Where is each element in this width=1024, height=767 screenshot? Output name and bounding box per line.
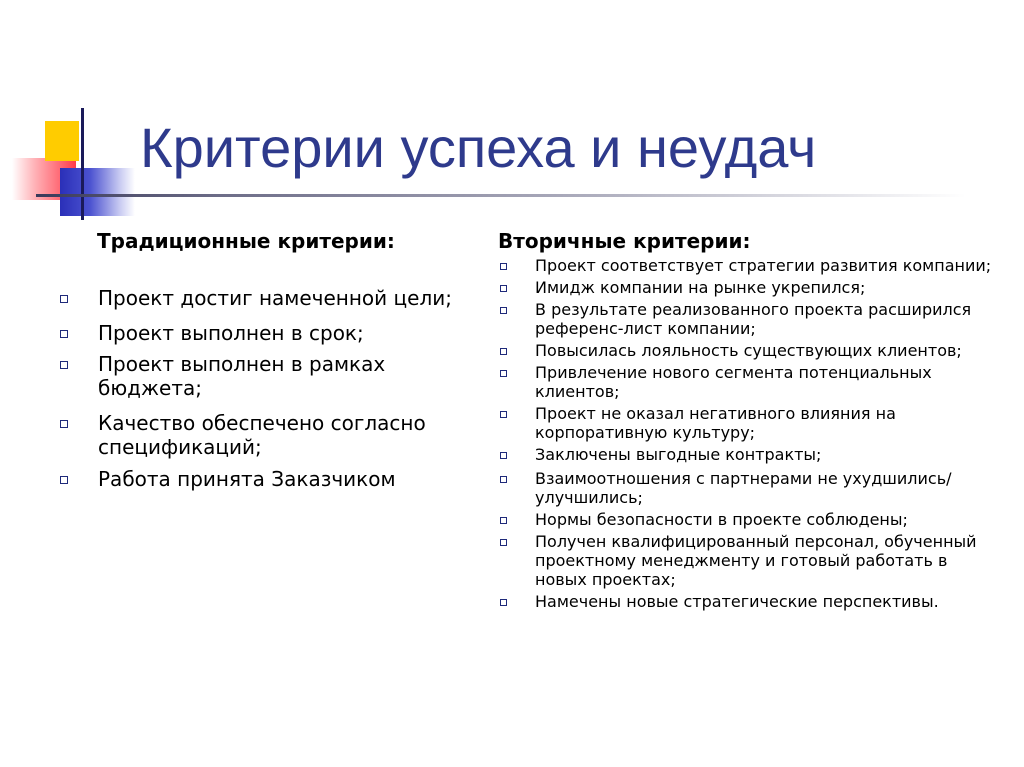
traditional-criteria-list — [60, 286, 480, 498]
list-item — [498, 510, 998, 529]
deco-yellow-square — [45, 121, 79, 161]
square-bullet-icon — [500, 517, 507, 524]
list-item-text: Нормы безопасности в проекте соблюдены; — [535, 510, 908, 529]
list-item-text: Проект соответствует стратегии развития компании; — [535, 256, 992, 275]
square-bullet-icon — [500, 370, 507, 377]
square-bullet-icon — [500, 599, 507, 606]
list-item-text: Проект достиг намеченной цели; — [98, 286, 452, 310]
list-item — [498, 532, 998, 589]
list-item — [60, 321, 480, 345]
list-item-text: Имидж компании на рынке укрепился; — [535, 278, 866, 297]
square-bullet-icon — [60, 361, 68, 369]
deco-blue-square — [60, 168, 135, 216]
list-item — [498, 256, 998, 275]
list-item — [60, 352, 480, 400]
list-item — [498, 404, 998, 442]
square-bullet-icon — [500, 285, 507, 292]
square-bullet-icon — [60, 420, 68, 428]
list-item-text: Получен квалифицированный персонал, обученный проектному менеджменту и готовый работать в новых проектах; — [535, 532, 977, 589]
list-item-text: Заключены выгодные контракты; — [535, 445, 822, 464]
list-item — [498, 592, 998, 611]
list-item-text: Работа принята Заказчиком — [98, 467, 396, 491]
traditional-criteria-heading: Традиционные критерии: — [97, 229, 395, 253]
list-item — [60, 467, 480, 491]
secondary-criteria-heading: Вторичные критерии: — [498, 229, 751, 253]
slide-title: Критерии успеха и неудач — [140, 116, 817, 179]
list-item-text: Проект выполнен в срок; — [98, 321, 364, 345]
square-bullet-icon — [500, 263, 507, 270]
list-item-text: Качество обеспечено согласно спецификаций; — [98, 411, 426, 459]
list-item — [498, 363, 998, 401]
square-bullet-icon — [60, 476, 68, 484]
list-item-text: Взаимоотношения с партнерами не ухудшились/улучшились; — [535, 469, 952, 507]
square-bullet-icon — [500, 452, 507, 459]
list-item — [498, 445, 998, 464]
list-item-text: В результате реализованного проекта расширился референс-лист компании; — [535, 300, 972, 338]
list-item — [498, 300, 998, 338]
list-item — [498, 469, 998, 507]
list-item — [498, 278, 998, 297]
secondary-criteria-list — [498, 256, 998, 614]
list-item-text: Проект выполнен в рамках бюджета; — [98, 352, 386, 400]
square-bullet-icon — [500, 476, 507, 483]
list-item — [60, 286, 480, 310]
square-bullet-icon — [500, 539, 507, 546]
square-bullet-icon — [500, 348, 507, 355]
list-item-text: Намечены новые стратегические перспективы. — [535, 592, 939, 611]
list-item — [498, 341, 998, 360]
list-item-text: Привлечение нового сегмента потенциальных клиентов; — [535, 363, 932, 401]
square-bullet-icon — [60, 330, 68, 338]
list-item-text: Проект не оказал негативного влияния на корпоративную культуру; — [535, 404, 896, 442]
deco-vertical-line — [81, 108, 84, 220]
square-bullet-icon — [500, 307, 507, 314]
square-bullet-icon — [60, 295, 68, 303]
title-underline — [36, 194, 966, 197]
list-item-text: Повысилась лояльность существующих клиентов; — [535, 341, 962, 360]
list-item — [60, 411, 480, 459]
square-bullet-icon — [500, 411, 507, 418]
